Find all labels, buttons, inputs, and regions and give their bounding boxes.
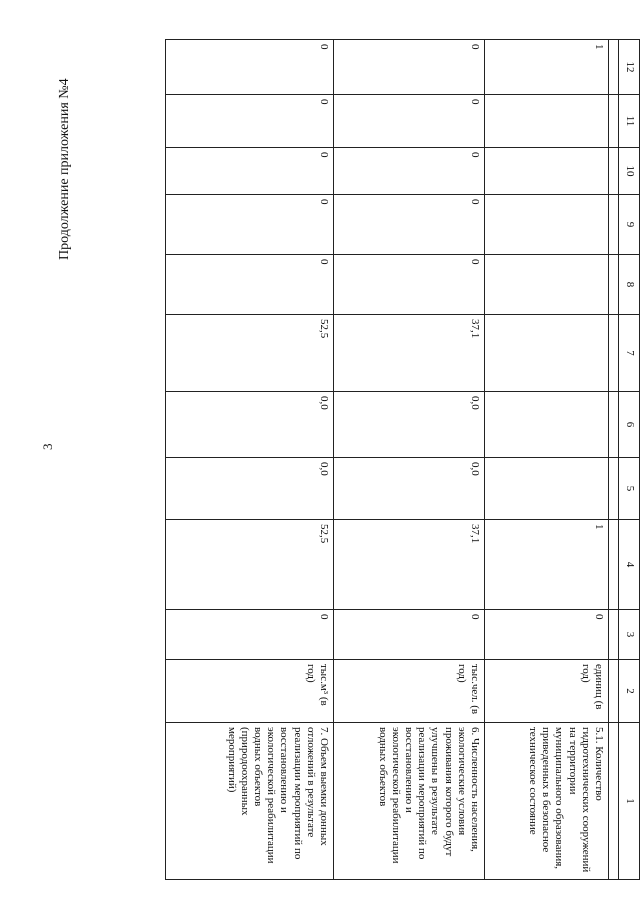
table-cell: 0 (334, 95, 485, 148)
table-cell: 0 (334, 148, 485, 195)
column-number-3: 3 (619, 610, 640, 660)
column-number-7: 7 (619, 315, 640, 392)
table-cell (485, 255, 609, 315)
indicator-name: 7. Объем выемки донных отложений в результате реализации мероприятий по восстановлению и экологической реабилитации водных объектов (природоохранных мероприятий) (166, 723, 334, 880)
table-cell: 0,0 (334, 392, 485, 458)
table-cell: 52,5 (166, 520, 334, 610)
column-number-2: 2 (619, 660, 640, 723)
table-cell: 0 (166, 610, 334, 660)
indicator-unit: тыс.м³ (в год) (166, 660, 334, 723)
column-number-10: 10 (619, 148, 640, 195)
table-cell: 37,1 (334, 520, 485, 610)
table-cell: 0 (334, 610, 485, 660)
table-cell: 52,5 (166, 315, 334, 392)
table-cell: 0 (166, 255, 334, 315)
column-number-4: 4 (619, 520, 640, 610)
indicator-unit: тыс.чел. (в год) (334, 660, 485, 723)
table-row (485, 40, 609, 880)
column-number-1: 1 (619, 723, 640, 880)
table-cell (485, 315, 609, 392)
table-cell: 0,0 (334, 458, 485, 520)
table-cell: 1 (485, 40, 609, 95)
table-cell (485, 392, 609, 458)
appendix-title: Продолжение приложения №4 (57, 78, 72, 260)
table-cell (485, 148, 609, 195)
table-cell: 0 (334, 255, 485, 315)
column-number-8: 8 (619, 255, 640, 315)
table-cell: 0,0 (166, 392, 334, 458)
rotated-page-content (150, 39, 640, 879)
table-cell: 0 (166, 148, 334, 195)
table-cell (485, 458, 609, 520)
table-header-row (619, 40, 640, 880)
table-cell: 0 (334, 195, 485, 255)
table-cell: 0 (334, 40, 485, 95)
column-number-11: 11 (619, 95, 640, 148)
indicators-table (165, 39, 640, 880)
table-cell: 37,1 (334, 315, 485, 392)
column-number-9: 9 (619, 195, 640, 255)
table-cell: 0 (166, 195, 334, 255)
indicator-name: 5.1. Количество гидротехнических сооружений на территории муниципального образования, приведенных в безопасное техническое состояние (485, 723, 609, 880)
table-row (166, 40, 334, 880)
table-cell: 0 (166, 95, 334, 148)
table-cell (485, 95, 609, 148)
page-number: 3 (40, 443, 55, 450)
table-cell: 0,0 (166, 458, 334, 520)
column-number-6: 6 (619, 392, 640, 458)
column-number-5: 5 (619, 458, 640, 520)
indicator-unit: единиц (в год) (485, 660, 609, 723)
table-cell: 1 (485, 520, 609, 610)
column-number-12: 12 (619, 40, 640, 95)
indicator-name: 6. Численность населения, экологические условия проживания которого будут улучшены в результате реализации мероприятий по восстановлению и экологической реабилитации водных объектов (334, 723, 485, 880)
table-row (334, 40, 485, 880)
table-cell: 0 (485, 610, 609, 660)
table-gap-row (609, 40, 619, 880)
table-cell (485, 195, 609, 255)
table-cell: 0 (166, 40, 334, 95)
